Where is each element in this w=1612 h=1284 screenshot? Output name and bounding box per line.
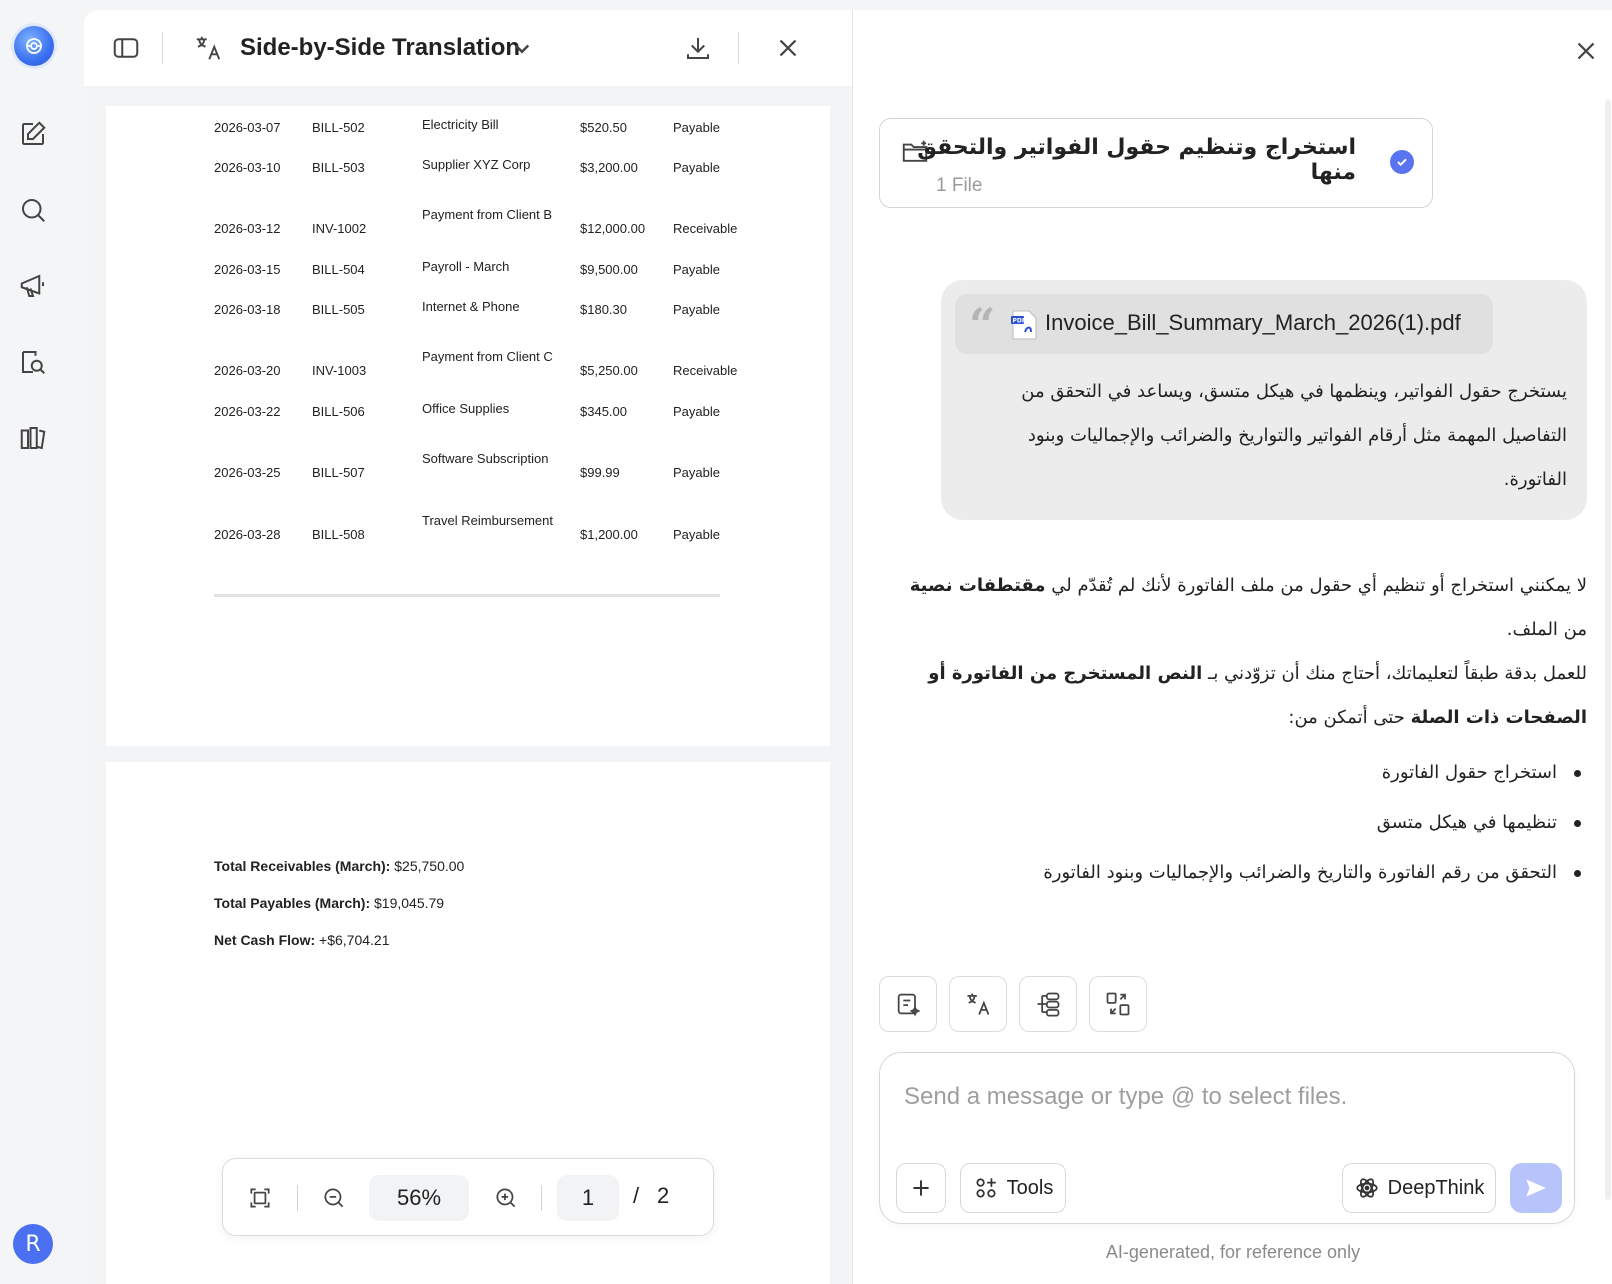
bill-date: 2026-03-25 xyxy=(214,465,281,480)
bill-type: Payable xyxy=(673,465,720,480)
new-chat-icon[interactable] xyxy=(17,118,49,150)
page-number-input[interactable]: 1 xyxy=(557,1175,619,1221)
bill-id: BILL-503 xyxy=(312,160,365,175)
bill-amount: $99.99 xyxy=(580,465,620,480)
bill-description: Payroll - March xyxy=(422,259,510,274)
announcement-icon[interactable] xyxy=(17,270,49,302)
mindmap-icon xyxy=(1034,990,1062,1018)
library-icon[interactable] xyxy=(17,422,49,454)
translate-icon xyxy=(964,990,992,1018)
page-separator: / xyxy=(633,1183,640,1208)
document-title: Side-by-Side Translation xyxy=(240,34,521,61)
task-card[interactable] xyxy=(879,118,1433,208)
bill-amount: $345.00 xyxy=(580,404,627,419)
convert-button[interactable] xyxy=(1089,976,1147,1032)
fit-page-icon[interactable] xyxy=(245,1183,275,1213)
bill-description: Internet & Phone xyxy=(422,299,520,314)
scroll-fade xyxy=(879,910,1599,946)
avatar[interactable]: R xyxy=(13,1224,53,1264)
bill-description: Supplier XYZ Corp xyxy=(422,157,531,172)
message-input[interactable] xyxy=(904,1077,1544,1117)
chat-panel xyxy=(852,10,1612,1284)
convert-icon xyxy=(1104,990,1132,1018)
chevron-down-icon[interactable] xyxy=(504,30,540,66)
bill-date: 2026-03-15 xyxy=(214,262,281,277)
tools-label: Tools xyxy=(1006,1176,1054,1199)
summary-net-cash-flow: Net Cash Flow: +$6,704.21 xyxy=(214,932,390,948)
bill-type: Payable xyxy=(673,404,720,419)
zoom-divider xyxy=(297,1185,298,1211)
bill-type: Payable xyxy=(673,160,720,175)
left-rail xyxy=(0,0,84,1284)
zoom-out-icon[interactable] xyxy=(319,1183,349,1213)
bill-amount: $12,000.00 xyxy=(580,221,646,236)
bill-date: 2026-03-22 xyxy=(214,404,281,419)
list-item: تنظيمها في هيكل متسق xyxy=(883,798,1587,848)
bill-description: Payment from Client B xyxy=(422,207,553,222)
bill-amount: $520.50 xyxy=(580,120,627,135)
table-bottom-rule xyxy=(214,594,720,597)
zoom-level[interactable]: 56% xyxy=(369,1175,469,1221)
attached-file-chip[interactable] xyxy=(955,294,1493,354)
bill-date: 2026-03-18 xyxy=(214,302,281,317)
close-icon[interactable] xyxy=(770,30,806,66)
document-viewer[interactable] xyxy=(84,86,852,1284)
task-title: استخراج وتنظيم حقول الفواتير والتحقق منها xyxy=(917,135,1356,185)
bill-amount: $3,200.00 xyxy=(580,160,638,175)
bill-description: Electricity Bill xyxy=(422,117,499,132)
bill-date: 2026-03-07 xyxy=(214,120,281,135)
bill-id: BILL-506 xyxy=(312,404,365,419)
bill-description: Office Supplies xyxy=(422,401,510,416)
bill-type: Payable xyxy=(673,302,720,317)
zoom-toolbar xyxy=(222,1158,714,1236)
toolbar-divider xyxy=(162,32,163,64)
plus-icon xyxy=(908,1175,934,1201)
bill-id: INV-1003 xyxy=(312,363,367,378)
summary-payables: Total Payables (March): $19,045.79 xyxy=(214,895,445,911)
task-file-count: 1 File xyxy=(936,175,983,196)
bill-id: BILL-505 xyxy=(312,302,365,317)
bill-type: Payable xyxy=(673,120,720,135)
bill-type: Payable xyxy=(673,527,720,542)
bill-amount: $180.30 xyxy=(580,302,627,317)
summary-receivables: Total Receivables (March): $25,750.00 xyxy=(214,858,465,874)
attached-file-name: Invoice_Bill_Summary_March_2026(1).pdf xyxy=(1045,310,1461,335)
app-logo-icon[interactable] xyxy=(14,26,54,66)
bill-id: BILL-504 xyxy=(312,262,365,277)
add-attachment-button[interactable] xyxy=(896,1163,946,1213)
mindmap-button[interactable] xyxy=(1019,976,1077,1032)
send-button[interactable] xyxy=(1510,1163,1562,1213)
response-paragraph: لا يمكنني استخراج أو تنظيم أي حقول من ملف الفاتورة لأنك لم تُقدّم لي مقتطفات نصية من الملف. xyxy=(909,575,1587,640)
document-panel xyxy=(84,10,852,1284)
list-item: التحقق من رقم الفاتورة والتاريخ والضرائب والإجماليات وبنود الفاتورة xyxy=(883,848,1587,898)
bill-id: INV-1002 xyxy=(312,221,367,236)
deepthink-label: DeepThink xyxy=(1387,1176,1485,1199)
assistant-response xyxy=(883,564,1587,898)
document-search-icon[interactable] xyxy=(17,346,49,378)
disclaimer-text: AI-generated, for reference only xyxy=(1105,1242,1361,1262)
bill-id: BILL-502 xyxy=(312,120,365,135)
bill-description: Software Subscription xyxy=(422,451,549,466)
sidebar-toggle-icon[interactable] xyxy=(108,30,144,66)
close-icon[interactable] xyxy=(1571,36,1601,66)
summarize-button[interactable] xyxy=(879,976,937,1032)
bill-type: Payable xyxy=(673,262,720,277)
zoom-divider xyxy=(541,1185,542,1211)
bill-type: Receivable xyxy=(673,363,738,378)
bill-date: 2026-03-28 xyxy=(214,527,281,542)
bill-type: Receivable xyxy=(673,221,738,236)
svg-text:PDF: PDF xyxy=(1012,317,1026,325)
translate-icon xyxy=(190,30,226,66)
list-item: استخراج حقول الفاتورة xyxy=(883,748,1587,798)
bill-amount: $5,250.00 xyxy=(580,363,638,378)
bill-date: 2026-03-12 xyxy=(214,221,281,236)
summarize-icon xyxy=(894,990,922,1018)
bill-date: 2026-03-10 xyxy=(214,160,281,175)
document-toolbar xyxy=(84,10,852,86)
response-list xyxy=(883,748,1587,898)
download-icon[interactable] xyxy=(680,30,716,66)
tools-icon xyxy=(973,1175,999,1201)
quote-icon: “ xyxy=(969,298,996,352)
translate-button[interactable] xyxy=(949,976,1007,1032)
bill-amount: $9,500.00 xyxy=(580,262,638,277)
bill-id: BILL-507 xyxy=(312,465,365,480)
user-message xyxy=(941,280,1587,520)
check-icon xyxy=(1390,150,1414,174)
user-message-text: يستخرج حقول الفواتير، وينظمها في هيكل متسق، ويساعد في التحقق من التفاصيل المهمة مثل أرقام الفواتير والتواريخ والضرائب والإجماليات وبنود الفاتورة. xyxy=(1021,381,1567,490)
search-icon[interactable] xyxy=(17,194,49,226)
bill-date: 2026-03-20 xyxy=(214,363,281,378)
message-composer xyxy=(879,1052,1575,1224)
page-total: 2 xyxy=(657,1183,670,1208)
chat-scrollbar[interactable] xyxy=(1605,100,1611,1200)
bill-amount: $1,200.00 xyxy=(580,527,638,542)
send-icon xyxy=(1523,1175,1549,1201)
response-paragraph: للعمل بدقة طبقاً لتعليماتك، أحتاج منك أن تزوّدني بـ النص المستخرج من الفاتورة أو الصفحات ذات الصلة حتى أتمكن من: xyxy=(928,663,1587,728)
document-page-1 xyxy=(106,106,830,746)
zoom-in-icon[interactable] xyxy=(491,1183,521,1213)
bill-description: Payment from Client C xyxy=(422,349,553,364)
bill-id: BILL-508 xyxy=(312,527,365,542)
deepthink-button[interactable] xyxy=(1342,1163,1496,1213)
tools-button[interactable] xyxy=(960,1163,1066,1213)
toolbar-divider xyxy=(738,32,739,64)
atom-icon xyxy=(1354,1175,1380,1201)
pdf-file-icon xyxy=(1011,310,1037,340)
bill-description: Travel Reimbursement xyxy=(422,513,554,528)
